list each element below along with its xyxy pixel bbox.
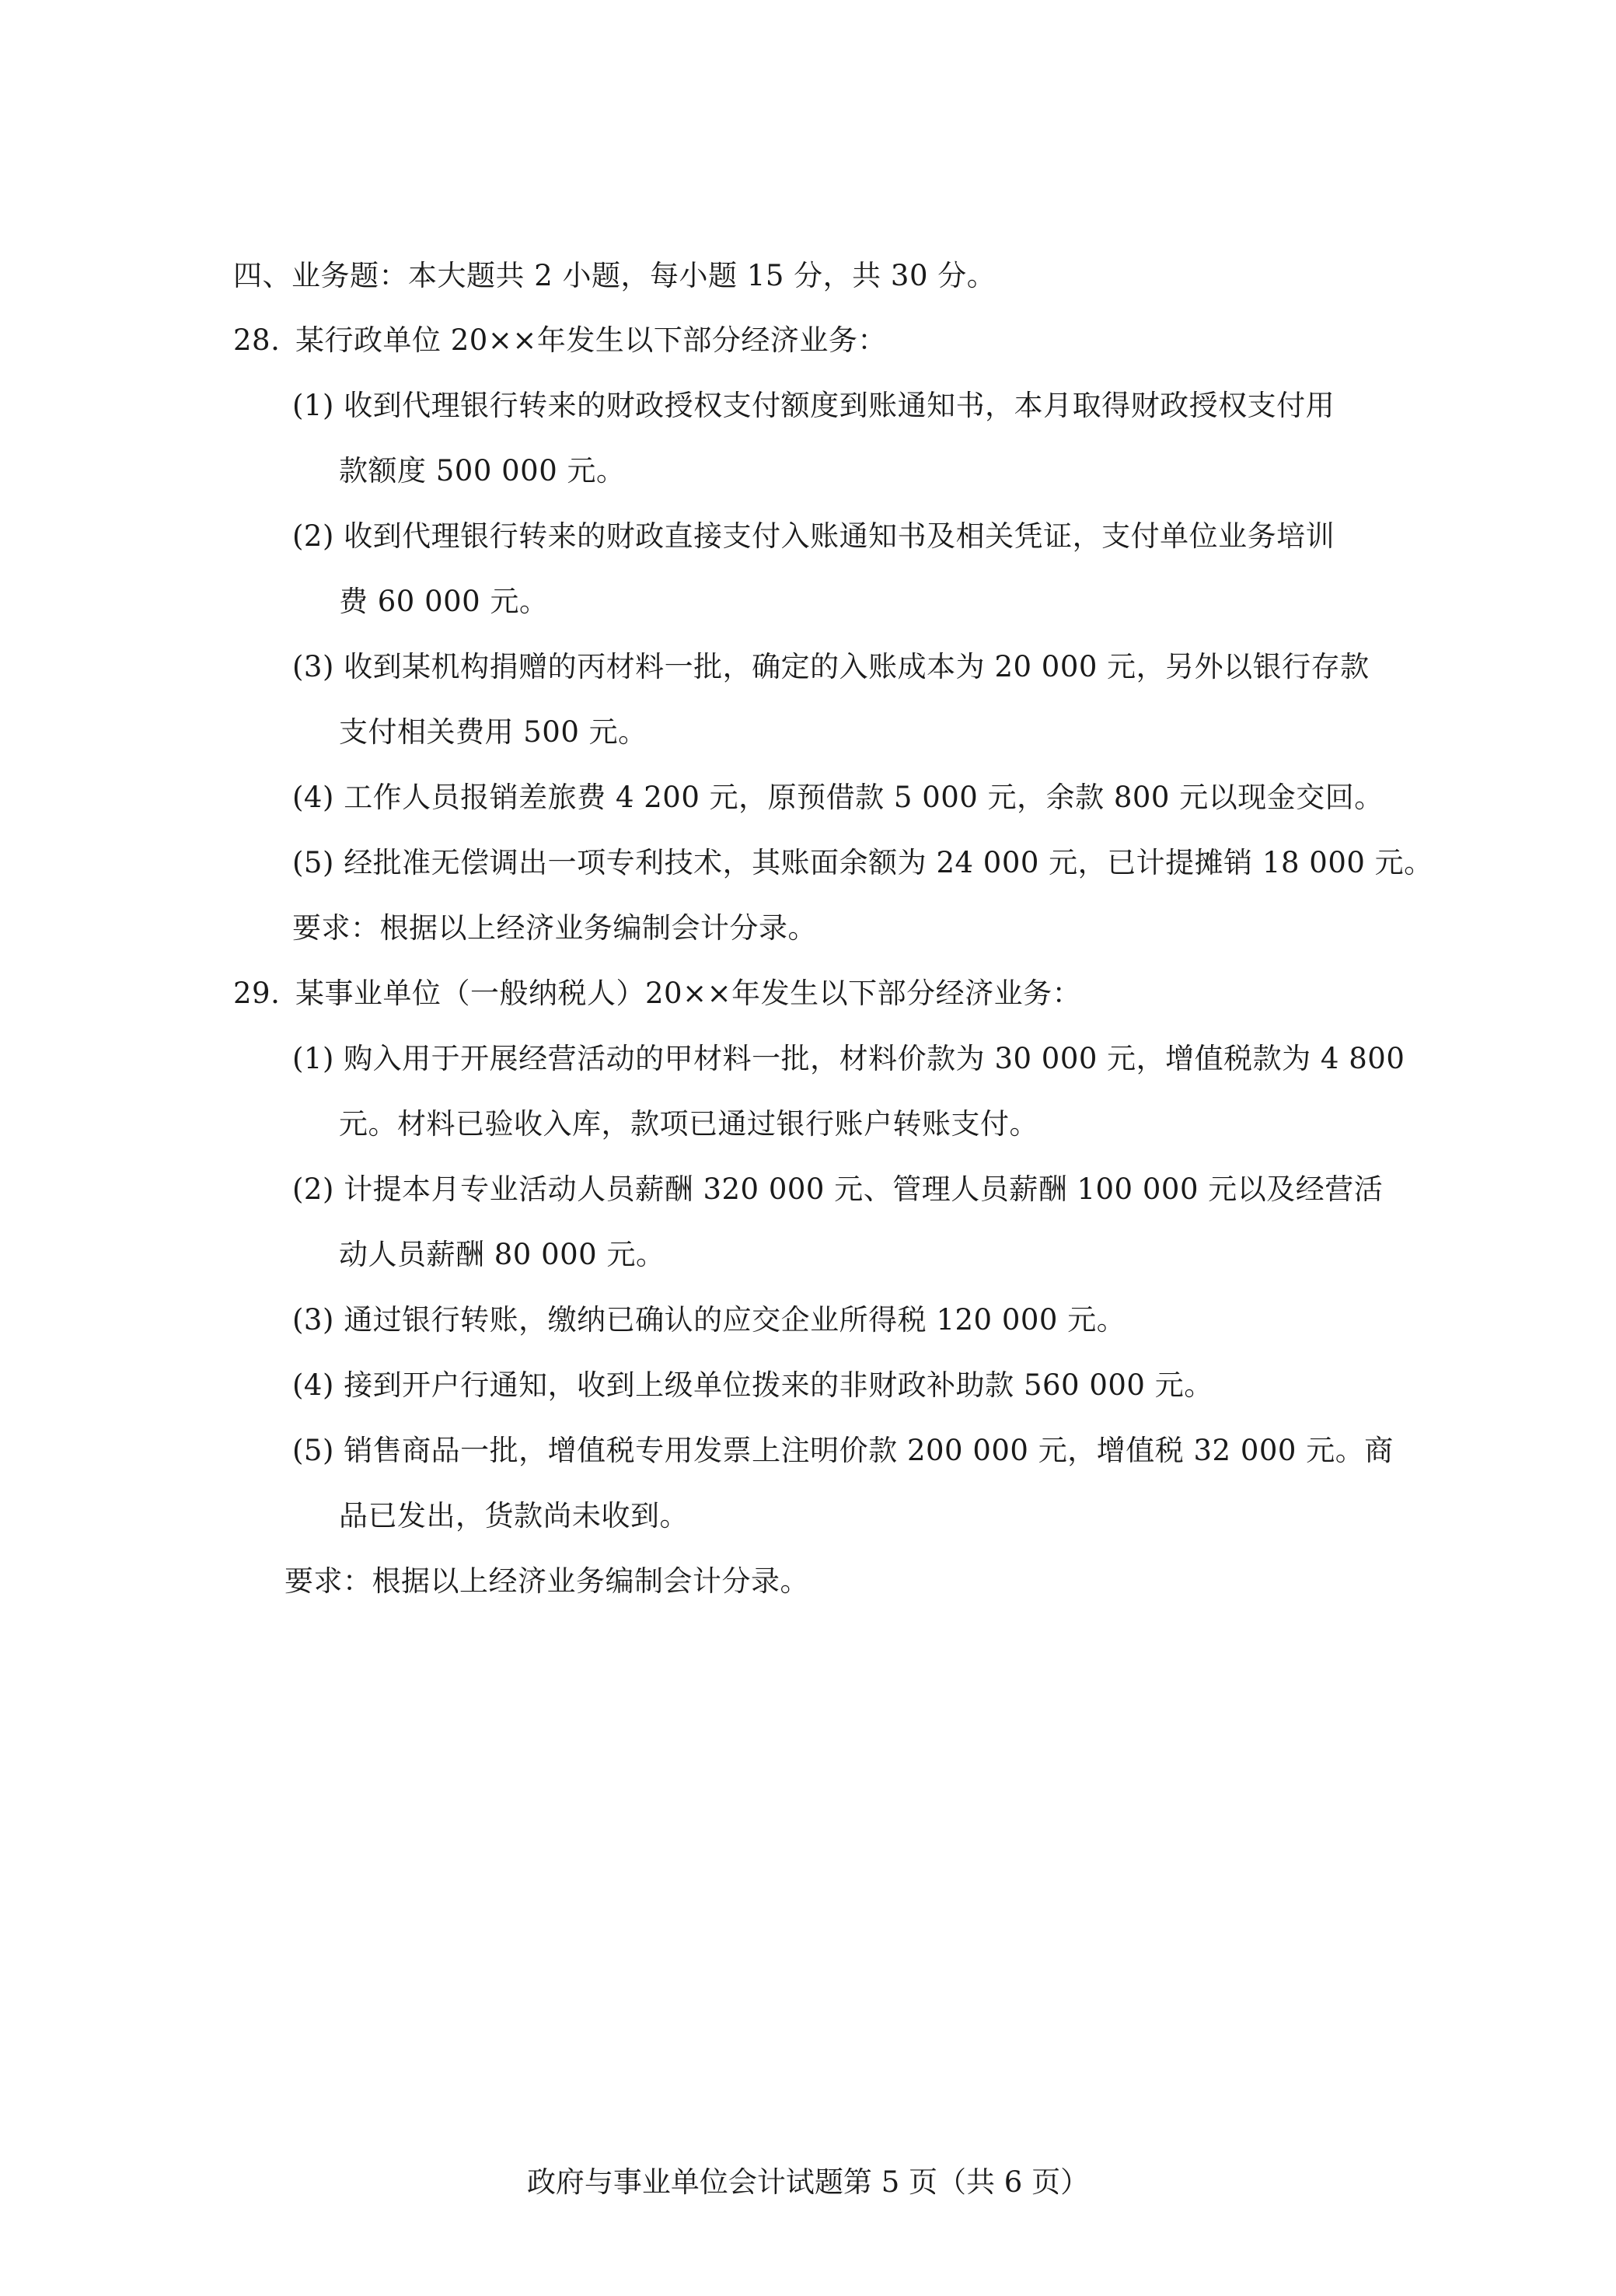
item-label: (4) xyxy=(292,781,334,814)
item-text: 接到开户行通知，收到上级单位拨来的非财政补助款 560 000 元。 xyxy=(344,1368,1213,1402)
item-text: 工作人员报销差旅费 4 200 元，原预借款 5 000 元，余款 800 元以现金交回。 xyxy=(344,781,1384,814)
q28-item-2-line2: 费 60 000 元。 xyxy=(339,585,549,618)
question-28-stem xyxy=(233,321,887,360)
q29-item-5-line2: 品已发出，货款尚未收到。 xyxy=(339,1499,689,1532)
item-label: (1) xyxy=(292,389,334,422)
q28-item-5 xyxy=(292,844,1433,882)
page-footer: 政府与事业单位会计试题第 5 页（共 6 页） xyxy=(526,2165,1090,2199)
item-label: (3) xyxy=(292,650,334,683)
item-text: 通过银行转账，缴纳已确认的应交企业所得税 120 000 元。 xyxy=(344,1303,1126,1337)
item-text: 收到代理银行转来的财政直接支付入账通知书及相关凭证，支付单位业务培训 xyxy=(344,519,1335,553)
q29-item-2-line1 xyxy=(292,1170,1383,1209)
item-text: 计提本月专业活动人员薪酬 320 000 元、管理人员薪酬 100 000 元以及经营活 xyxy=(344,1172,1384,1206)
q28-item-1-line2: 款额度 500 000 元。 xyxy=(339,454,626,488)
q28-item-4 xyxy=(292,778,1384,817)
item-label: (3) xyxy=(292,1303,334,1337)
q28-item-3-line1 xyxy=(292,648,1370,687)
question-29-stem xyxy=(233,974,1081,1013)
q29-item-2-line2: 动人员薪酬 80 000 元。 xyxy=(339,1238,665,1271)
question-number: 29. xyxy=(233,977,281,1010)
item-label: (5) xyxy=(292,846,334,879)
q28-item-1-line1 xyxy=(292,386,1335,425)
question-number: 28. xyxy=(233,323,281,357)
q29-item-3 xyxy=(292,1301,1126,1340)
q29-item-1-line1 xyxy=(292,1040,1405,1078)
question-stem-text: 某事业单位（一般纳税人）20××年发生以下部分经济业务： xyxy=(295,977,1082,1010)
question-stem-text: 某行政单位 20××年发生以下部分经济业务： xyxy=(295,323,887,357)
item-text: 购入用于开展经营活动的甲材料一批，材料价款为 30 000 元，增值税款为 4 800 xyxy=(344,1042,1405,1075)
q28-requirement: 要求：根据以上经济业务编制会计分录。 xyxy=(292,911,817,945)
item-text: 收到代理银行转来的财政授权支付额度到账通知书，本月取得财政授权支付用 xyxy=(344,389,1335,422)
q28-item-2-line1 xyxy=(292,517,1335,556)
item-label: (2) xyxy=(292,519,334,553)
item-label: (2) xyxy=(292,1172,334,1206)
q29-item-4 xyxy=(292,1366,1213,1405)
item-label: (4) xyxy=(292,1368,334,1402)
section-heading: 四、业务题：本大题共 2 小题，每小题 15 分，共 30 分。 xyxy=(233,259,996,292)
q29-item-1-line2: 元。材料已验收入库，款项已通过银行账户转账支付。 xyxy=(339,1107,1038,1141)
q29-requirement: 要求：根据以上经济业务编制会计分录。 xyxy=(284,1564,809,1598)
item-label: (1) xyxy=(292,1042,334,1075)
q28-item-3-line2: 支付相关费用 500 元。 xyxy=(339,715,647,749)
item-text: 经批准无偿调出一项专利技术，其账面余额为 24 000 元，已计提摊销 18 000 元。 xyxy=(344,846,1433,879)
q29-item-5-line1 xyxy=(292,1431,1394,1470)
item-text: 销售商品一批，增值税专用发票上注明价款 200 000 元，增值税 32 000 元。商 xyxy=(344,1434,1394,1467)
item-text: 收到某机构捐赠的丙材料一批，确定的入账成本为 20 000 元，另外以银行存款 xyxy=(344,650,1370,683)
item-label: (5) xyxy=(292,1434,334,1467)
